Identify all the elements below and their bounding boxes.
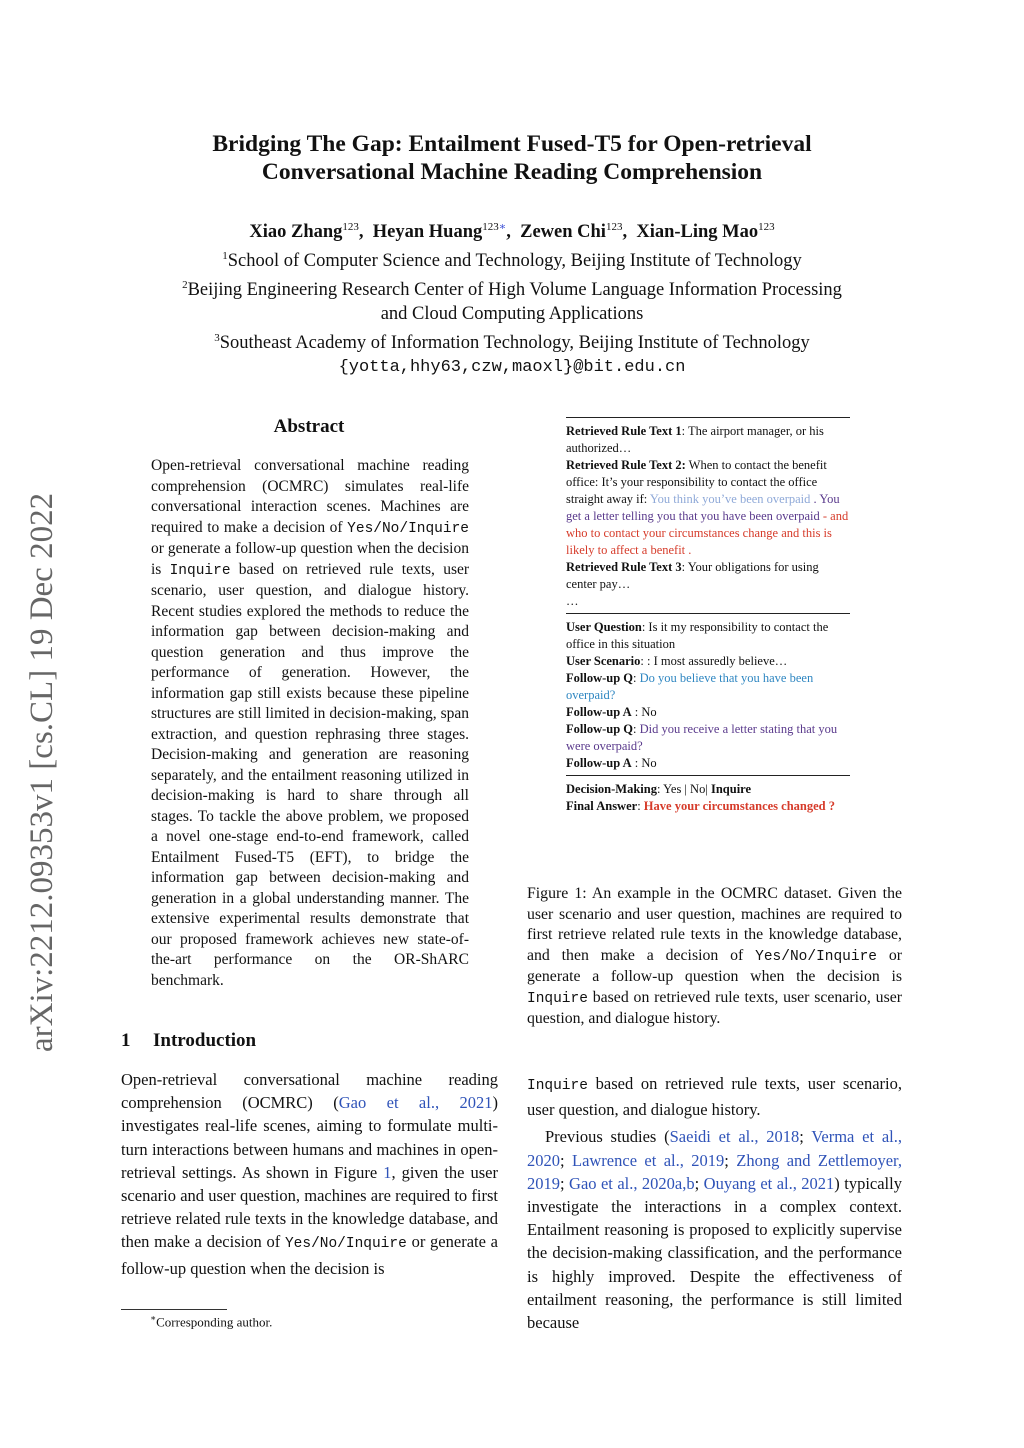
figure-bottom-rule [566, 775, 850, 776]
footnote-text: Corresponding author. [156, 1314, 273, 1330]
affiliation-2: $^2$Beijing Engineering Research Center of High Volume Language Information Processing [182, 279, 842, 301]
section-title: Introduction [153, 1030, 257, 1051]
author-affil-sup: 123 [482, 221, 499, 233]
final-answer: Final Answer: Have your circumstances changed ? [566, 799, 835, 813]
retrieved-rule-1: Retrieved Rule Text 1: The airport manager, or his authorized… [566, 424, 824, 455]
section-number: 1 [121, 1030, 131, 1051]
author-affil-sup: 123 [605, 221, 623, 233]
footnote-mark[interactable]: ∗ [498, 221, 507, 233]
user-question: User Question: Is it my responsibility to contact the office in this situation [566, 620, 829, 651]
code-inquire: Inquire [169, 562, 231, 579]
figure-middle-rule [566, 613, 850, 614]
author-affil-sup: 123 [758, 221, 775, 233]
followup-answer-1: Follow-up A : No [566, 705, 657, 719]
affiliation-3: $^3$Southeast Academy of Information Technology, Beijing Institute of Technology [214, 332, 810, 354]
citation-link[interactable]: Saeidi et al., 2018 [669, 1127, 800, 1147]
affiliation-1: $^1$School of Computer Science and Technology, Beijing Institute of Technology [222, 250, 802, 272]
paper-title [140, 130, 884, 186]
figure-ref-link[interactable]: 1 [383, 1162, 392, 1182]
author-block [120, 215, 904, 380]
code-inquire: Inquire [527, 990, 588, 1007]
code-yes-no-inquire: Yes/No/Inquire [755, 948, 877, 965]
title-line-2: Conversational Machine Reading Comprehension [261, 159, 763, 185]
citation-link[interactable]: Gao et al., 2021 [338, 1093, 493, 1113]
citation-link[interactable]: Verma et al., 2020 [527, 1127, 902, 1170]
arxiv-identifier: arXiv:2212.09353v1 [cs.CL] 19 Dec 2022 [24, 492, 60, 1052]
author-name: Heyan Huang [372, 222, 483, 243]
author-name: Zewen Chi [520, 222, 606, 243]
author-name: Xiao Zhang [249, 222, 343, 243]
abstract-heading: Abstract [273, 416, 345, 437]
author-email: {yotta,hhy63,czw,maoxl}@bit.edu.cn [338, 357, 686, 377]
citation-link[interactable]: Gao et al., 2020a,b [569, 1173, 695, 1193]
code-inquire: Inquire [527, 1078, 588, 1094]
title-line-1: Bridging The Gap: Entailment Fused-T5 for Open-retrieval [212, 131, 812, 157]
followup-question-2: Follow-up Q: Did you receive a letter stating that you were overpaid? [566, 722, 838, 753]
affiliation-2-cont: and Cloud Computing Applications [380, 304, 644, 325]
followup-question-1: Follow-up Q: Do you believe that you have been overpaid? [566, 671, 814, 702]
figure-top-rule [566, 417, 850, 418]
author-name: Xian-Ling Mao [636, 222, 759, 243]
code-yes-no-inquire: Yes/No/Inquire [347, 520, 469, 537]
abstract-body: Open-retrieval conversational machine reading comprehension (OCMRC) simulates real-life conversational interaction scenes. Machines are required to make a decision of Yes/No/Inquire or generate a follow-up question when the decision is Inquire based on retrieved rule texts, user scenario, user question, and dialogue history. Recent studies explored the methods to reduce the information gap between decision-making and question generation and thus improve the performance of generation. However, the information gap still exists because these pipeline structures are still limited in decision-making, span extraction, and question rephrasing three stages. Decision-making and generation are reasoning separately, and the entailment reasoning utilized in decision-making is hard to share through all stages. To tackle the above problem, we proposed a novel one-stage end-to-end framework, called Entailment Fused-T5 (EFT), to bridge the information gap between decision-making and generation in a global understanding manner. The extensive experimental results demonstrate that our proposed framework achieves new state-of-the-art performance on the OR-ShARC benchmark. [151, 457, 470, 989]
retrieved-rule-3: Retrieved Rule Text 3: Your obligations for using center pay… [566, 560, 819, 591]
code-yes-no-inquire: Yes/No/Inquire [284, 1236, 407, 1253]
intro-previous-studies: Previous studies (Saeidi et al., 2018; Verma et al., 2020; Lawrence et al., 2019; Zhong and Zettlemoyer, 2019; Gao et al., 2020a,b; Ouyang et al., 2021) typically investigate the interactions in a complex context. Entailment reasoning is proposed to explicitly supervise the decision-making classification, and the performance is highly improved. Despite the effectiveness of entailment reasoning, the performance is still limited because [527, 1127, 903, 1333]
footnote-divider [121, 1309, 227, 1310]
figure-1-caption: Figure 1: An example in the OCMRC dataset. Given the user scenario and user question, machines are required to first retrieve related rule texts in the knowledge database, and then make a decision of Yes/No/Inquire or generate a follow-up question when the decision is Inquire based on retrieved rule texts, user scenario, user question, and dialogue history. [527, 885, 903, 1027]
footnote-mark: ∗ [150, 1313, 157, 1323]
citation-link[interactable]: Ouyang et al., 2021 [703, 1173, 835, 1193]
author-names: Xiao Zhang$^{123}$, Heyan Huang$^{123∗}$, Zewen Chi$^{123}$, Xian-Ling Mao$^{123}$ [249, 221, 775, 243]
intro-continuation: Inquire based on retrieved rule texts, user scenario, user question, and dialogue history. [527, 1074, 902, 1120]
author-affil-sup: 123 [342, 221, 359, 233]
decision-making: Decision-Making: Yes | No| Inquire [566, 782, 752, 796]
retrieved-rule-2: Retrieved Rule Text 2: When to contact the benefit office: It’s your responsibility to contact the office straight away if: You think you’ve been overpaid . You get a letter telling you that you have been overpaid - and who to contact your circumstances change and this is likely to affect a benefit . [566, 458, 849, 557]
intro-paragraph-right [527, 1072, 902, 1334]
footnote [150, 1313, 272, 1330]
figure-ellipsis: … [566, 594, 579, 608]
figure-1 [566, 414, 850, 815]
citation-link[interactable]: Lawrence et al., 2019 [571, 1150, 725, 1170]
followup-answer-2: Follow-up A : No [566, 756, 657, 770]
citation-link[interactable]: Zhong and Zettlemoyer, 2019 [527, 1150, 903, 1193]
user-scenario: User Scenario: : I most assuredly believe… [566, 654, 788, 668]
intro-paragraph-left: Open-retrieval conversational machine reading comprehension (OCMRC) (Gao et al., 2021) investigates real-life scenes, aiming to formulate multi-turn interactions between humans and machines in open-retrieval settings. As shown in Figure 1, given the user scenario and user question, machines are required to first retrieve related rule texts in the knowledge database, and then make a decision of Yes/No/Inquire or generate a follow-up question when the decision is [121, 1070, 499, 1278]
section-heading-introduction [121, 1030, 256, 1052]
